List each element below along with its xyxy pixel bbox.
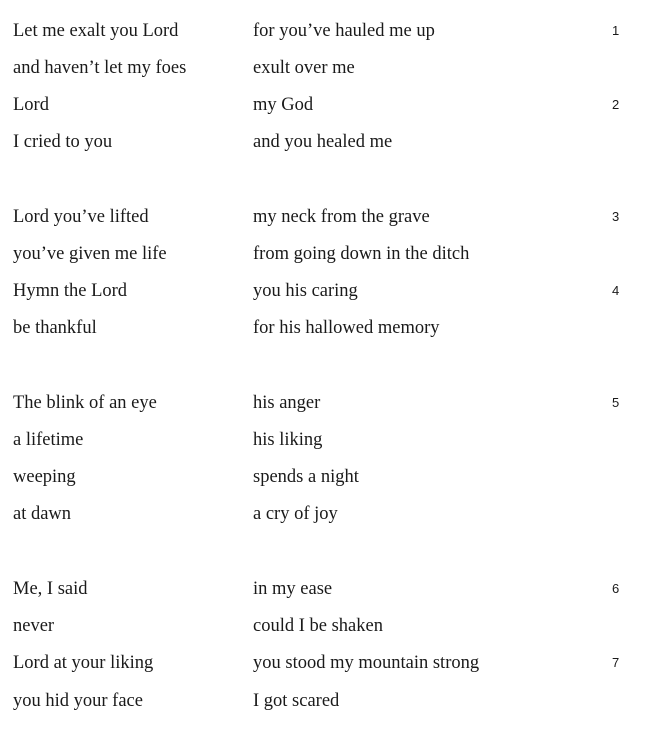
- verse-number: 4: [612, 283, 620, 298]
- poem-line: [0, 392, 663, 422]
- poem-line: [0, 131, 663, 161]
- poem-line: [0, 503, 663, 533]
- line-left-text: Let me exalt you Lord: [13, 21, 179, 41]
- poem-line: [0, 243, 663, 273]
- line-right-text: his liking: [253, 430, 323, 450]
- line-right-text: could I be shaken: [253, 616, 383, 636]
- poem-line: [0, 206, 663, 236]
- line-left-text: never: [13, 616, 55, 636]
- line-right-text: from going down in the ditch: [253, 244, 470, 264]
- line-right-text: you stood my mountain strong: [253, 653, 480, 673]
- poem-line: [0, 20, 663, 50]
- line-right-text: my God: [253, 95, 314, 115]
- poem-line: [0, 317, 663, 347]
- line-left-text: you’ve given me life: [13, 244, 167, 264]
- line-left-text: at dawn: [13, 504, 72, 524]
- poem-line: [0, 94, 663, 124]
- verse-number: 7: [612, 655, 620, 670]
- poem-line: [0, 466, 663, 496]
- line-right-text: in my ease: [253, 579, 333, 599]
- line-left-text: Lord: [13, 95, 49, 115]
- poem-line: [0, 652, 663, 682]
- line-left-text: weeping: [13, 467, 76, 487]
- verse-number: 1: [612, 23, 620, 38]
- poem-line: [0, 280, 663, 310]
- line-left-text: Lord at your liking: [13, 653, 154, 673]
- poem-line: [0, 690, 663, 720]
- verse-number: 5: [612, 395, 620, 410]
- poem-line: [0, 429, 663, 459]
- line-left-text: Me, I said: [13, 579, 88, 599]
- line-right-text: and you healed me: [253, 132, 393, 152]
- poem-line: [0, 578, 663, 608]
- line-right-text: you his caring: [253, 281, 358, 301]
- line-left-text: I cried to you: [13, 132, 113, 152]
- line-right-text: my neck from the grave: [253, 207, 430, 227]
- line-right-text: for his hallowed memory: [253, 318, 440, 338]
- line-right-text: his anger: [253, 393, 321, 413]
- poem-line: [0, 615, 663, 645]
- poem-line: [0, 57, 663, 87]
- line-left-text: Lord you’ve lifted: [13, 207, 149, 227]
- line-right-text: a cry of joy: [253, 504, 338, 524]
- verse-number: 6: [612, 581, 620, 596]
- line-left-text: be thankful: [13, 318, 97, 338]
- line-right-text: exult over me: [253, 58, 355, 78]
- line-right-text: I got scared: [253, 691, 340, 711]
- line-left-text: a lifetime: [13, 430, 84, 450]
- line-right-text: spends a night: [253, 467, 359, 487]
- verse-number: 3: [612, 209, 620, 224]
- line-left-text: you hid your face: [13, 691, 143, 711]
- line-right-text: for you’ve hauled me up: [253, 21, 435, 41]
- line-left-text: Hymn the Lord: [13, 281, 128, 301]
- verse-number: 2: [612, 97, 620, 112]
- line-left-text: The blink of an eye: [13, 393, 157, 413]
- line-left-text: and haven’t let my foes: [13, 58, 187, 78]
